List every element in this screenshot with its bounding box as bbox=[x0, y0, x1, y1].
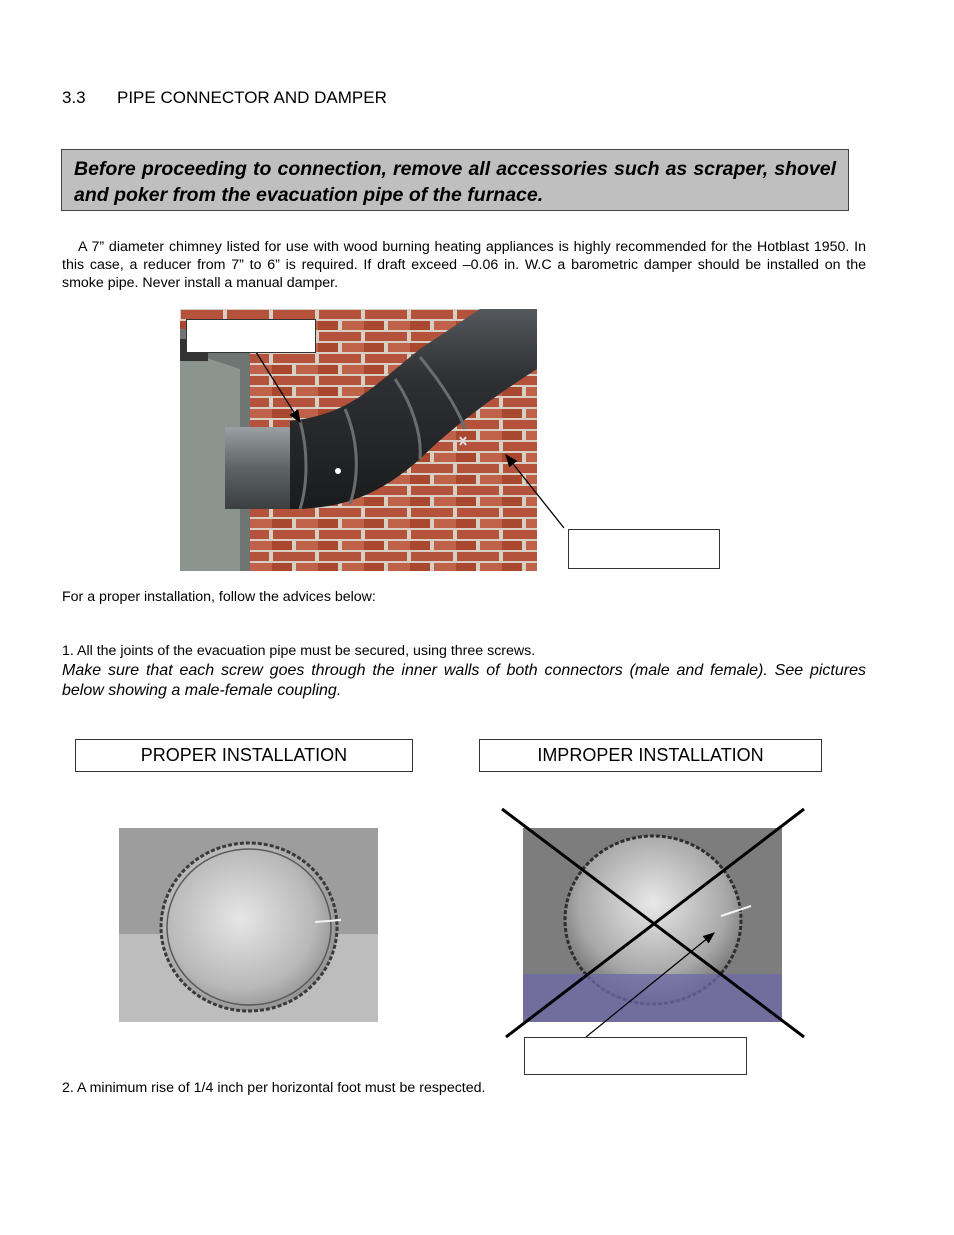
step-2-text: 2. A minimum rise of 1/4 inch per horizontal foot must be respected. bbox=[62, 1080, 486, 1096]
step-1-note: Make sure that each screw goes through the inner walls of both connectors (male and female). See pictures below showing a male-female coupling. bbox=[62, 662, 866, 699]
intro-paragraph: A 7” diameter chimney listed for use with wood burning heating appliances is highly recommended for the Hotblast 1950. In this case, a reducer from 7” to 6” is required. If draft exceed –0.06 in. W.C a barometric damper should be installed on the smoke pipe. Never install a manual damper. bbox=[62, 239, 866, 291]
advice-intro: For a proper installation, follow the advices below: bbox=[62, 589, 376, 605]
proper-coupling-illustration bbox=[119, 828, 378, 1022]
proper-coupling-photo bbox=[119, 828, 378, 1022]
improper-coupling-photo bbox=[523, 828, 782, 1022]
section-title: PIPE CONNECTOR AND DAMPER bbox=[117, 88, 387, 107]
section-heading bbox=[62, 88, 387, 108]
section-number: 3.3 bbox=[62, 88, 86, 107]
warning-box: Before proceeding to connection, remove all accessories such as scraper, shovel and poker from the evacuation pipe of the furnace. bbox=[61, 149, 849, 211]
improper-installation-label: IMPROPER INSTALLATION bbox=[479, 739, 822, 772]
callout-box-top bbox=[186, 319, 316, 353]
callout-box-improper bbox=[524, 1037, 747, 1075]
improper-coupling-illustration bbox=[523, 828, 782, 1022]
proper-installation-label: PROPER INSTALLATION bbox=[75, 739, 413, 772]
callout-box-bottom bbox=[568, 529, 720, 569]
step-1-text: 1. All the joints of the evacuation pipe must be secured, using three screws. bbox=[62, 643, 536, 659]
